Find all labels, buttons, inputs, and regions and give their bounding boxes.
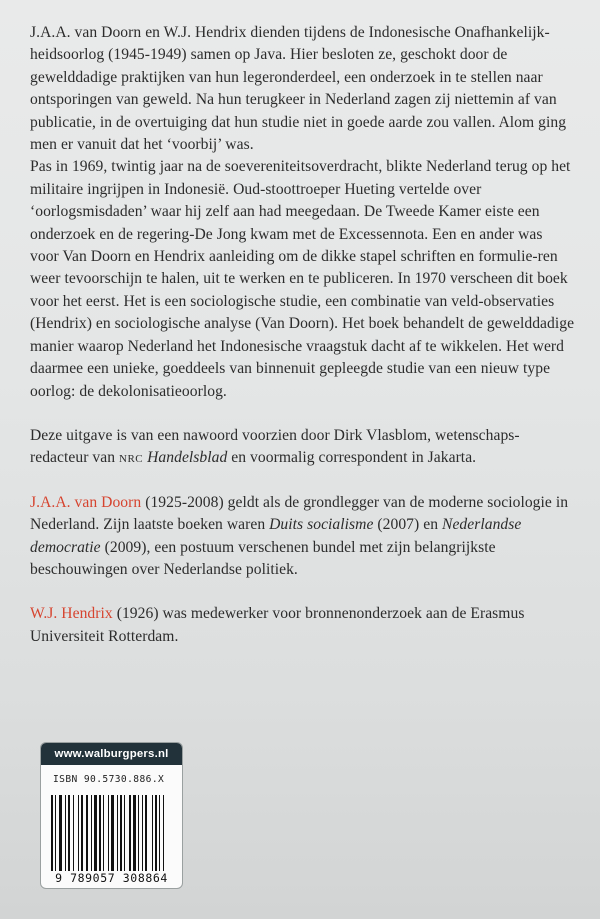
barcode-stripe bbox=[59, 795, 62, 871]
barcode-bars bbox=[51, 795, 172, 871]
bio-van-doorn-text-b: (2007) en bbox=[373, 516, 442, 534]
barcode-stripe bbox=[103, 795, 104, 871]
barcode-digits: 9 789057 308864 bbox=[55, 871, 168, 885]
isbn-label: ISBN 90.5730.886.X bbox=[53, 774, 165, 785]
bio-hendrix-text: (1926) was medewerker voor bronnenonderzoek aan de Erasmus Universiteit Rotterdam. bbox=[30, 605, 525, 645]
bio-van-doorn-text-c: (2009), een postuum verschenen bundel met zijn belangrijkste beschouwingen over Nederlandse politiek. bbox=[30, 538, 496, 578]
barcode-stripe bbox=[99, 795, 101, 871]
bio-van-doorn-text-a: (1925-2008) geldt als de grondlegger van de moderne sociologie in Nederland. Zijn laatste boeken waren bbox=[30, 493, 569, 534]
barcode-stripe bbox=[155, 795, 157, 871]
barcode-stripe bbox=[120, 795, 122, 871]
blurb-text bbox=[30, 22, 575, 648]
edition-text-a: Deze uitgave is van een nawoord voorzien door Dirk Vlasblom, wetenschaps-redacteur van bbox=[30, 426, 520, 467]
book-title-duits-socialisme: Duits socialisme bbox=[269, 516, 374, 534]
nrc-text: nrc bbox=[119, 449, 144, 467]
barcode-stripe bbox=[145, 795, 147, 871]
barcode-stripe bbox=[133, 795, 136, 871]
barcode-stripe bbox=[55, 795, 56, 871]
barcode-stripe bbox=[51, 795, 53, 871]
paragraph-history: Pas in 1969, twintig jaar na de soevereniteitsoverdracht, blikte Nederland terug op het militaire ingrijpen in Indonesië. Oud-stoottroeper Hueting vertelde over ‘oorlogsmisdaden’ waar hij zelf aan had meegedaan. De Tweede Kamer eiste een onderzoek en de regering-De Jong kwam met de Excessennota. Een en ander was voor Van Doorn en Hendrix aanleiding om de dikke stapel schriften en formulie-ren weer tevoorschijn te halen, uit te werken en te publiceren. In 1970 verscheen dit boek voor het eerst. Het is een sociologische studie, een combinatie van veld-observaties (Hendrix) en sociologische analyse (Van Doorn). Het boek behandelt de gewelddadige manier waarop Nederland het Indonesische vraagstuk dacht af te wikkelen. Het werd daarmee een unieke, goeddeels van binnenuit gepleegde studie van een nieuw type oorlog: de dekolonisatieoorlog. bbox=[30, 158, 575, 400]
barcode-stripe bbox=[108, 795, 109, 871]
paragraph-intro: J.A.A. van Doorn en W.J. Hendrix dienden tijdens de Indonesische Onafhankelijk-heidsoorlog (1945-1949) samen op Java. Hier besloten ze, geschokt door de gewelddadige praktijken van hun legeronderdeel, een onderzoek in te stellen naar ontsporingen van geweld. Na hun terugkeer in Nederland zagen zij niettemin af van publicatie, in de overtuiging dat hun studie niet in goede aarde zou vallen. Alom ging men er vanuit dat het ‘voorbij’ was. bbox=[30, 24, 567, 154]
barcode-stripe bbox=[117, 795, 118, 871]
barcode-stripe bbox=[152, 795, 153, 871]
author-name-hendrix: W.J. Hendrix bbox=[30, 605, 113, 623]
barcode-stripe bbox=[142, 795, 143, 871]
barcode-stripe bbox=[159, 795, 160, 871]
barcode-stripe bbox=[68, 795, 70, 871]
barcode-stripe bbox=[78, 795, 79, 871]
barcode-stripe bbox=[111, 795, 114, 871]
barcode-stripe bbox=[91, 795, 92, 871]
barcode-stripe bbox=[138, 795, 139, 871]
barcode-stripe bbox=[73, 795, 74, 871]
newspaper-title: Handelsblad bbox=[147, 449, 228, 467]
author-name-van-doorn: J.A.A. van Doorn bbox=[30, 493, 142, 511]
barcode-stripe bbox=[65, 795, 66, 871]
edition-text-b: en voormalig correspondent in Jakarta. bbox=[227, 449, 477, 467]
barcode-stripe bbox=[86, 795, 88, 871]
barcode-stripe bbox=[81, 795, 83, 871]
barcode-stripe bbox=[129, 795, 131, 871]
bio-hendrix bbox=[30, 603, 575, 648]
barcode-stripe bbox=[124, 795, 125, 871]
barcode-panel bbox=[40, 742, 183, 889]
bio-van-doorn bbox=[30, 492, 575, 582]
publisher-url: www.walburgpers.nl bbox=[41, 743, 182, 765]
barcode-stripe bbox=[163, 795, 164, 871]
barcode-stripe bbox=[94, 795, 97, 871]
paragraph-edition bbox=[30, 425, 575, 470]
book-title-nederlandse-democratie: Nederlandse democratie bbox=[30, 516, 522, 556]
